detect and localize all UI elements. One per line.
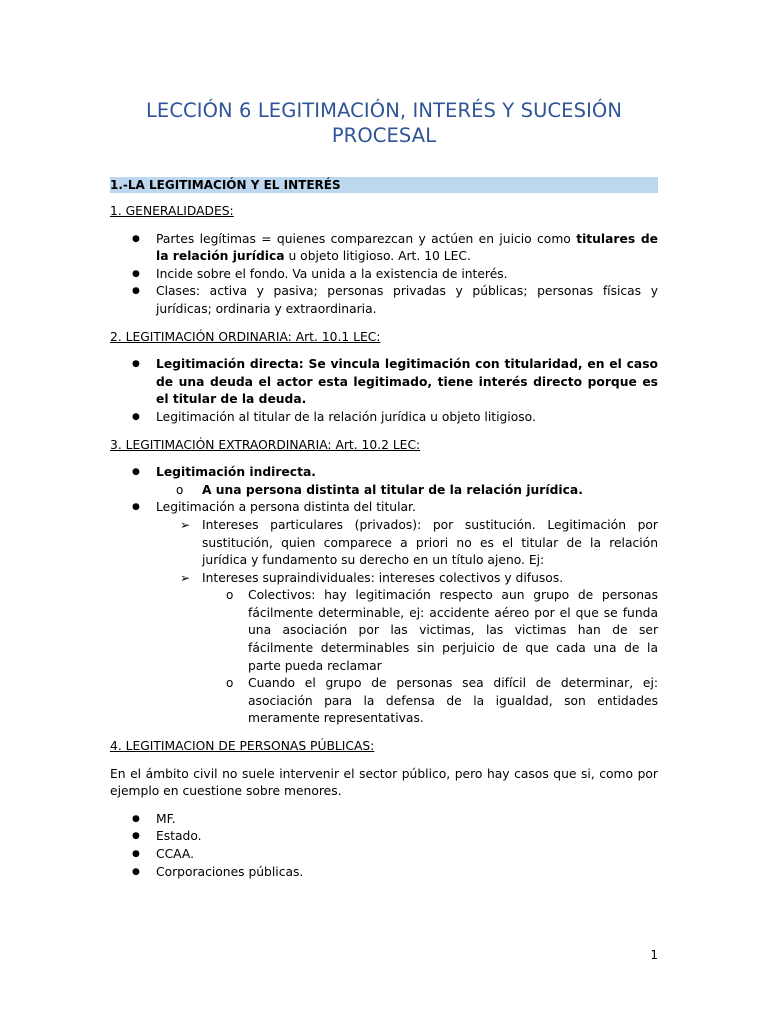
list-item: ● Incide sobre el fondo. Va unida a la existencia de interés. [110,266,658,284]
subsection-heading-extraordinaria: 3. LEGITIMACIÓN EXTRAORDINARIA: Art. 10.2 LEC: [110,437,421,452]
list-item: o Cuando el grupo de personas sea difícil de determinar, ej: asociación para la defensa de la igualdad, son entidades meramente representativas. [110,675,658,728]
subsection-heading-personas-publicas: 4. LEGITIMACION DE PERSONAS PÚBLICAS: [110,739,375,754]
list-item: ● Legitimación a persona distinta del titular. ➢ Intereses particulares (privados): por sustitución. Legitimación por sustitución, quien comparece a priori no es el titular de la relación jurídica y fundamento su derecho en un título ajeno. Ej: ➢ Intereses supraindividuales: intereses colectivos y difusos. o Colectivos: hay legitimación respecto aun grupo de personas fácilmente determinable, ej: accidente aéreo por el que se funda una asociación por las victimas, las victimas han de ser fácilmente determinables sin perjuicio de que cada una de la parte pueda reclamar o Cuando el grupo de personas sea difícil de determinar, ej: asociación para la defensa de la igualdad, son entidades meramente representativas. [110,499,658,728]
bullet-list [110,231,658,319]
page-number: 1 [650,948,658,962]
document-body [110,177,658,891]
list-item: ● Partes legítimas = quienes comparezcan y actúen en juicio como titulares de la relación jurídica u objeto litigioso. Art. 10 LEC. [110,231,658,266]
list-item: ➢ Intereses supraindividuales: intereses colectivos y difusos. o Colectivos: hay legitimación respecto aun grupo de personas fácilmente determinable, ej: accidente aéreo por el que se funda una asociación por las victimas, las victimas han de ser fácilmente determinables sin perjuicio de que cada una de la parte pueda reclamar o Cuando el grupo de personas sea difícil de determinar, ej: asociación para la defensa de la igualdad, son entidades meramente representativas. [110,570,658,728]
list-item: ● Corporaciones públicas. [110,864,658,882]
list-item: ● CCAA. [110,846,658,864]
list-item: ● Estado. [110,828,658,846]
list-item: o Colectivos: hay legitimación respecto aun grupo de personas fácilmente determinable, ej: accidente aéreo por el que se funda una asociación por las victimas, las victimas han de ser fácilmente determinables sin perjuicio de que cada una de la parte pueda reclamar [110,587,658,675]
list-item: ● Legitimación indirecta. o A una persona distinta al titular de la relación jurídica. [110,464,658,499]
subsection-heading-generalidades: 1. GENERALIDADES: [110,204,234,218]
bullet-list [110,811,658,881]
paragraph: En el ámbito civil no suele intervenir el sector público, pero hay casos que si, como por ejemplo en cuestione sobre menores. [110,766,658,799]
bullet-list [110,356,658,426]
list-item: ● Legitimación directa: Se vincula legitimación con titularidad, en el caso de una deuda el actor esta legitimado, tiene interés directo porque es el titular de la deuda. [110,356,658,409]
list-item: ● MF. [110,811,658,829]
bullet-list [110,464,658,728]
list-item: ● Clases: activa y pasiva; personas privadas y públicas; personas físicas y jurídicas; ordinaria y extraordinaria. [110,283,658,318]
sub-sub-list [110,587,658,728]
list-item: ● Legitimación al titular de la relación jurídica u objeto litigioso. [110,409,658,427]
document-title: LECCIÓN 6 LEGITIMACIÓN, INTERÉS Y SUCESIÓN PROCESAL [145,99,623,147]
sub-list [110,482,658,500]
list-item: o A una persona distinta al titular de la relación jurídica. [110,482,658,500]
sub-list [110,517,658,728]
list-item: ➢ Intereses particulares (privados): por sustitución. Legitimación por sustitución, quien comparece a priori no es el titular de la relación jurídica y fundamento su derecho en un título ajeno. Ej: [110,517,658,570]
section-heading: 1.-LA LEGITIMACIÓN Y EL INTERÉS [110,177,658,193]
subsection-heading-ordinaria: 2. LEGITIMACIÓN ORDINARIA: Art. 10.1 LEC: [110,329,381,344]
